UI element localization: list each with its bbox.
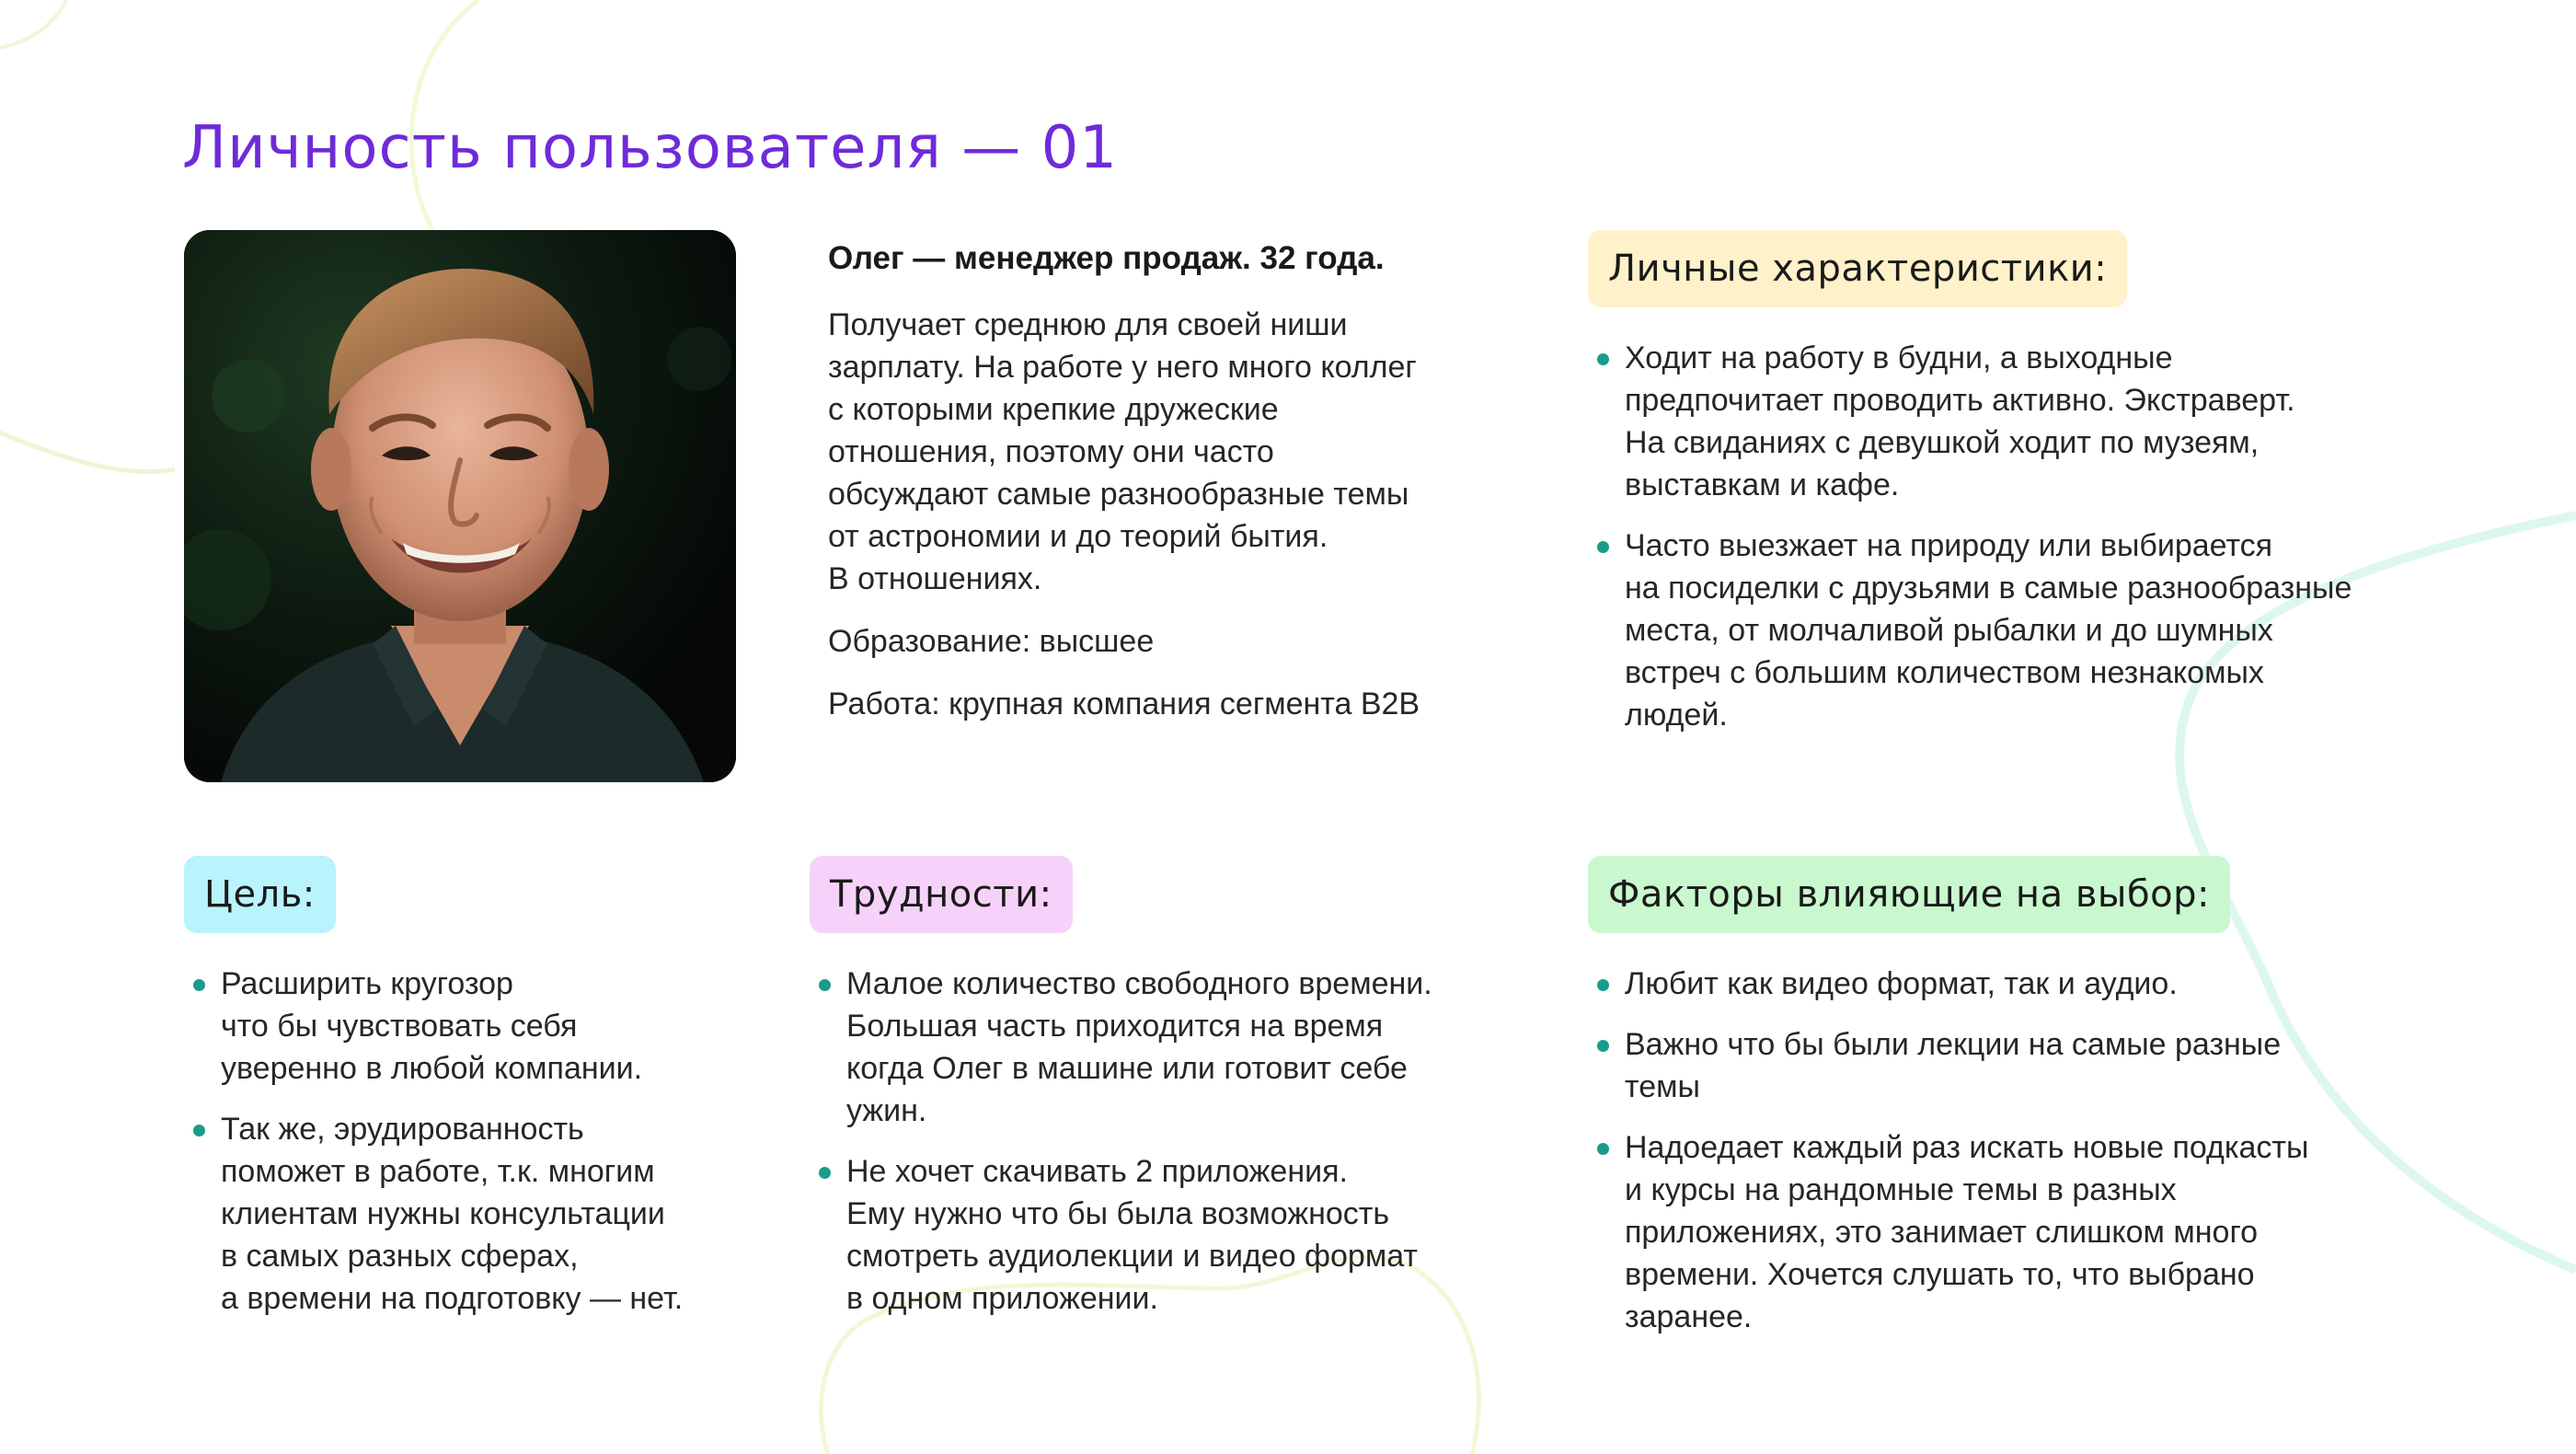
bullet-icon bbox=[819, 979, 831, 991]
bullet-icon bbox=[819, 1167, 831, 1179]
bullet-icon bbox=[1597, 353, 1609, 365]
personal-traits-list bbox=[1597, 337, 2425, 755]
list-item bbox=[1597, 525, 2425, 736]
factors-list bbox=[1597, 963, 2425, 1356]
list-item bbox=[193, 1108, 800, 1320]
bullet-icon bbox=[1597, 1040, 1609, 1052]
list-item bbox=[193, 963, 800, 1090]
bullet-icon bbox=[1597, 1143, 1609, 1155]
list-item bbox=[1597, 1023, 2425, 1108]
persona-education: Образование: высшее bbox=[828, 624, 1155, 659]
difficulties-heading: Трудности: bbox=[810, 856, 1073, 933]
list-item-text: Ходит на работу в будни, а выходные предпочитает проводить активно. Экстраверт. На свиданиях с девушкой ходит по музеям, выставкам и кафе. bbox=[1625, 340, 2295, 502]
persona-photo bbox=[184, 230, 736, 782]
bullet-icon bbox=[193, 1125, 205, 1137]
persona-name: Олег — менеджер продаж. 32 года. bbox=[828, 240, 1385, 276]
list-item-text: Любит как видео формат, так и аудио. bbox=[1625, 966, 2178, 1001]
goal-list bbox=[193, 963, 800, 1338]
factors-heading: Факторы влияющие на выбор: bbox=[1588, 856, 2230, 933]
list-item bbox=[1597, 1126, 2425, 1338]
difficulties-list bbox=[819, 963, 1518, 1338]
list-item bbox=[819, 963, 1518, 1132]
bullet-icon bbox=[193, 979, 205, 991]
persona-profile bbox=[828, 237, 1490, 725]
bullet-icon bbox=[1597, 541, 1609, 553]
bullet-icon bbox=[1597, 979, 1609, 991]
list-item-text: Не хочет скачивать 2 приложения. Ему нужно что бы была возможность смотреть аудиолекции и видео формат в одном приложении. bbox=[846, 1154, 1418, 1316]
goal-heading: Цель: bbox=[184, 856, 336, 933]
list-item bbox=[1597, 337, 2425, 506]
list-item bbox=[819, 1150, 1518, 1320]
list-item-text: Расширить кругозор что бы чувствовать себя уверенно в любой компании. bbox=[221, 966, 643, 1086]
person-portrait-icon bbox=[184, 230, 736, 782]
page-title: Личность пользователя — 01 bbox=[182, 114, 1118, 182]
list-item bbox=[1597, 963, 2425, 1005]
personal-traits-heading: Личные характеристики: bbox=[1588, 230, 2127, 307]
list-item-text: Малое количество свободного времени. Большая часть приходится на время когда Олег в машине или готовит себе ужин. bbox=[846, 966, 1432, 1128]
persona-work: Работа: крупная компания сегмента B2B bbox=[828, 687, 1420, 721]
list-item-text: Надоедает каждый раз искать новые подкасты и курсы на рандомные темы в разных приложениях, это занимает слишком много времени. Хочется слушать то, что выбрано заранее. bbox=[1625, 1130, 2309, 1334]
list-item-text: Важно что бы были лекции на самые разные темы bbox=[1625, 1027, 2282, 1104]
persona-description: Получает среднюю для своей ниши зарплату. На работе у него много коллег с которыми крепкие дружеские отношения, поэтому они часто обсуждают самые разнообразные темы от астрономии и до теорий бытия. В отношениях. bbox=[828, 307, 1417, 596]
list-item-text: Так же, эрудированность поможет в работе, т.к. многим клиентам нужны консультации в самых разных сферах, а времени на подготовку — нет. bbox=[221, 1112, 684, 1316]
list-item-text: Часто выезжает на природу или выбирается на посиделки с друзьями в самые разнообразные места, от молчаливой рыбалки и до шумных встреч с большим количеством незнакомых людей. bbox=[1625, 528, 2352, 733]
